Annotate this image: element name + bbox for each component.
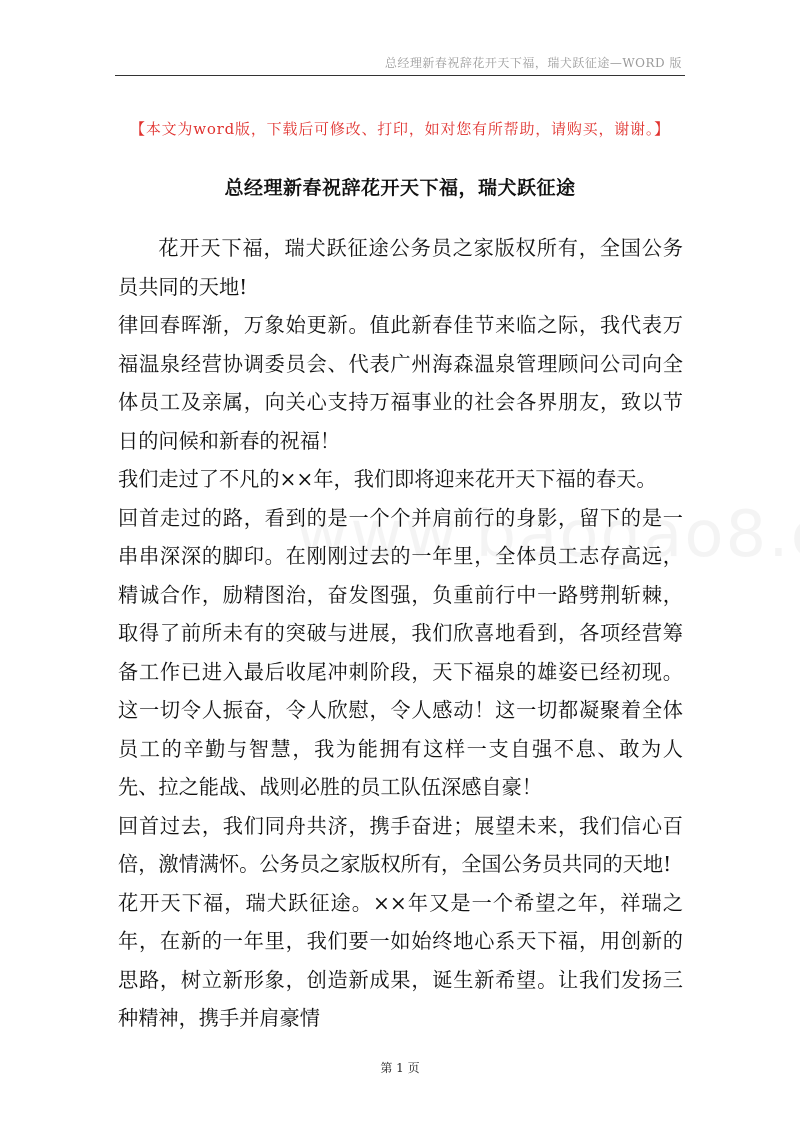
- document-title: 总经理新春祝辞花开天下福，瑞犬跃征途: [224, 177, 576, 199]
- page-number: 第 1 页: [380, 1061, 420, 1075]
- header-divider: [115, 75, 685, 76]
- document-body: [118, 229, 683, 1038]
- paragraph: 回首走过的路，看到的是一个个并肩前行的身影，留下的是一串串深深的脚印。在刚刚过去的一年里，全体员工志存高远，精诚合作，励精图治，奋发图强，负重前行中一路劈荆斩棘，取得了前所未有的突破与进展，我们欣喜地看到，各项经营筹备工作已进入最后收尾冲刺阶段，天下福泉的雄姿已经初现。这一切令人振奋，令人欣慰，令人感动！这一切都凝聚着全体员工的辛勤与智慧，我为能拥有这样一支自强不息、敢为人先、拉之能战、战则必胜的员工队伍深感自豪！: [118, 505, 683, 799]
- paragraph: 律回春晖渐，万象始更新。值此新春佳节来临之际，我代表万福温泉经营协调委员会、代表广州海森温泉管理顾问公司向全体员工及亲属，向关心支持万福事业的社会各界朋友，致以节日的问候和新春的祝福！: [118, 313, 683, 453]
- running-header: 总经理新春祝辞花开天下福，瑞犬跃征途—WORD 版: [384, 56, 682, 70]
- paragraph: 我们走过了不凡的××年，我们即将迎来花开天下福的春天。: [118, 467, 657, 491]
- purchase-notice: 【本文为word版，下载后可修改、打印，如对您有所帮助，请购买，谢谢。】: [130, 120, 670, 138]
- paragraph: 花开天下福，瑞犬跃征途公务员之家版权所有，全国公务员共同的天地!: [118, 236, 683, 299]
- paragraph: 回首过去，我们同舟共济，携手奋进；展望未来，我们信心百倍，激情满怀。公务员之家版权所有，全国公务员共同的天地!: [118, 813, 683, 876]
- paragraph: 花开天下福，瑞犬跃征途。××年又是一个希望之年，祥瑞之年，在新的一年里，我们要一如始终地心系天下福，用创新的思路，树立新形象，创造新成果，诞生新希望。让我们发扬三种精神，携手并肩豪情: [118, 890, 683, 1030]
